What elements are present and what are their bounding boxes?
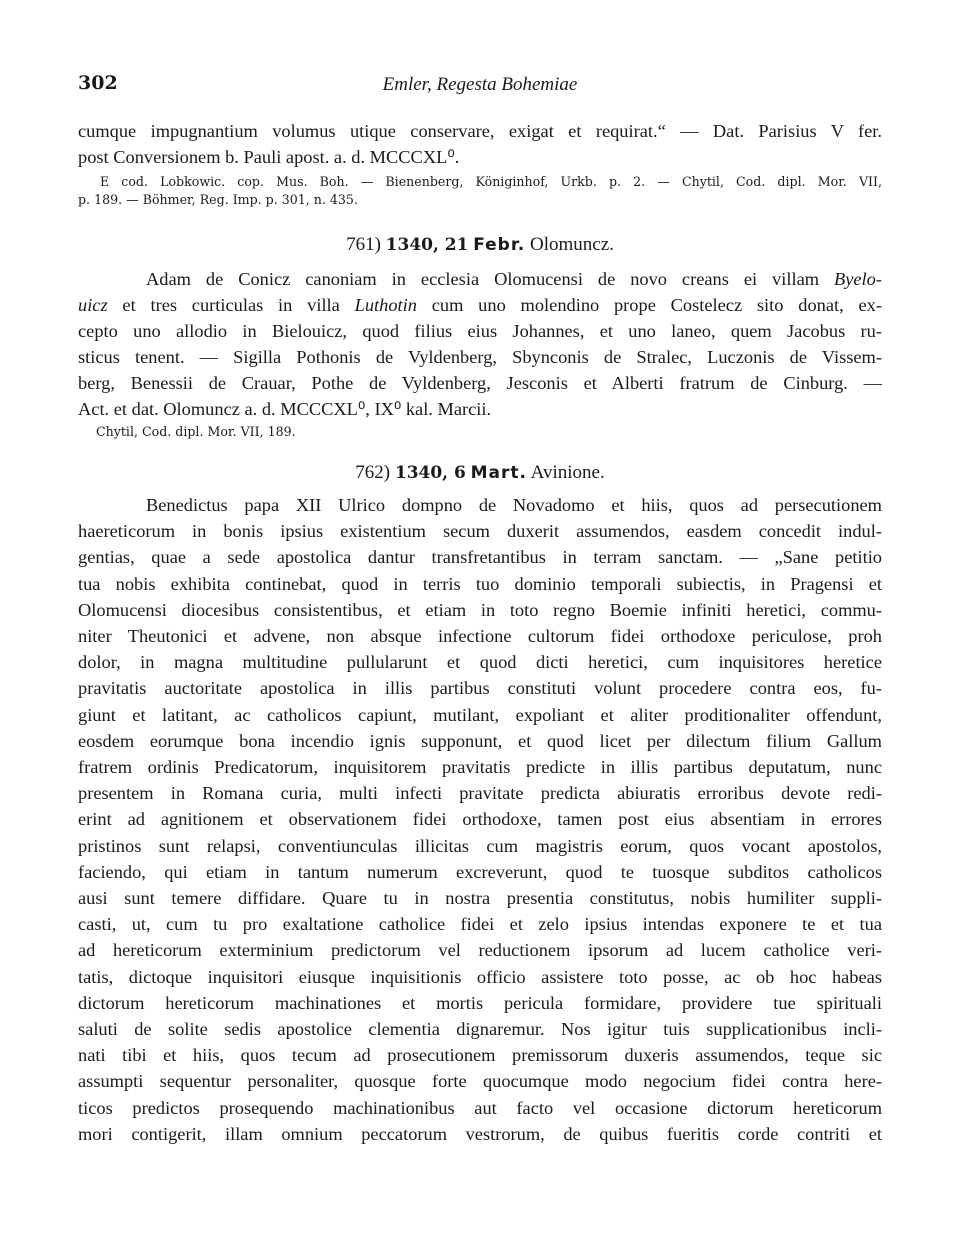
text-line: ticos predictos prosequendo machinationibus aut facto vel occasione dictorum hereticorum — [78, 1097, 882, 1118]
text-line: Act. et dat. Olomuncz a. d. MCCCXL⁰, IX⁰ kal. Marcii. — [78, 399, 492, 419]
text-line: ausi sunt temere diffidare. Quare tu in nostra presentia constitutus, nobis humiliter suppli- — [78, 888, 882, 908]
entry-date: 1340, 6 — [394, 463, 466, 483]
entry-place: Avinione. — [530, 462, 605, 483]
text-line: post Conversionem b. Pauli apost. a. d. MCCCXL⁰. — [78, 147, 460, 167]
text-line: uicz et tres curticulas in villa Luthotin cum uno molendino prope Costelecz sito donat, ex- — [78, 295, 882, 315]
entry-month: Mart. — [470, 463, 527, 483]
text-line: gentias, quae a sede apostolica dantur transfretantibus in terram sanctam. — „Sane petitio — [78, 547, 882, 568]
text-line: faciendo, qui etiam in tantum numerum excreverunt, quod te tuosque subditos catholicos — [78, 861, 882, 882]
source-note: E cod. Lobkowic. cop. Mus. Boh. — Bienenberg, Königinhof, Urkb. p. 2. — Chytil, Cod. dipl. Mor. VII, — [100, 174, 882, 189]
text-line: cepto uno allodio in Bielouicz, quod filius eius Johannes, et uno laneo, quem Jacobus ru- — [78, 321, 882, 341]
text-line: fratrem ordinis Predicatorum, inquisitorem pravitatis predicte in illis partibus deputatum, nunc — [78, 757, 882, 777]
entry-place: Olomuncz. — [530, 234, 614, 255]
text-line: dolor, in magna multitudine pullularunt et quod dicti heretici, cum inquisitores heretice — [78, 652, 882, 673]
text-line: presentem in Romana curia, multi infecti pravitate predicta abiuratis erroribus devote redi- — [78, 783, 882, 804]
text-line: eosdem eorumque bona incendio ignis supponunt, et quod licet per dilectum filium Gallum — [78, 730, 882, 751]
entry-date: 1340, 21 — [385, 235, 469, 255]
text-line: tatis, dictoque inquisitori eiusque inquisitionis officio assistere toto posse, ac ob hoc habeas — [78, 966, 882, 987]
source-note: Chytil, Cod. dipl. Mor. VII, 189. — [96, 424, 296, 439]
text-line: mori contigerit, illam omnium peccatorum vestrorum, de quibus fueritis corde contriti et — [78, 1123, 882, 1144]
text-line: ad hereticorum exterminium predictorum vel reductionem ipsorum ad lucem catholice veri- — [78, 940, 882, 961]
text-line: Adam de Conicz canoniam in ecclesia Olomucensi de novo creans ei villam Byelo- — [146, 269, 882, 289]
text-line: dictorum hereticorum machinationes et mortis pericula formidare, providere tue spirituali — [78, 992, 882, 1013]
text-line: niter Theutonici et advene, non absque infectione cultorum fidei orthodoxe periculose, proh — [78, 626, 882, 646]
entry-number: 761) — [346, 234, 381, 255]
running-title: Emler, Regesta Bohemiae — [382, 74, 578, 95]
entry-heading-762 — [0, 462, 960, 484]
text-line: haereticorum in bonis ipsius existentium secum duxerit assumendos, easdem concedit indul- — [78, 521, 882, 542]
text-line: giunt et latitant, ac catholicos capiunt, mutilant, expoliant et aliter proditionaliter offendunt, — [78, 704, 882, 725]
text-line: casti, ut, cum tu pro exaltatione catholice fidei et zelo ipsius intendas exponere te et tua — [78, 914, 882, 935]
source-note: p. 189. — Böhmer, Reg. Imp. p. 301, n. 435. — [78, 192, 358, 207]
page-header — [78, 72, 882, 102]
text-line: Olomucensi diocesibus consistentibus, et etiam in toto regno Boemie infiniti heretici, commu- — [78, 599, 882, 620]
entry-heading-761 — [0, 234, 960, 256]
entry-month: Febr. — [473, 235, 526, 255]
text-line: Benedictus papa XII Ulrico dompno de Novadomo et hiis, quos ad persecutionem — [146, 495, 882, 515]
entry-number: 762) — [355, 462, 391, 483]
page-number: 302 — [78, 72, 118, 94]
text-line: assumpti sequentur personaliter, quosque forte quocumque modo negocium fidei contra here- — [78, 1071, 882, 1092]
text-line: saluti de solite sedis apostolice clementia dignaremur. Nos igitur tuis supplicationibus incli- — [78, 1019, 882, 1039]
text-line: pristinos sunt relapsi, conventiunculas illicitas cum magistris eorum, quos vocant apostolos, — [78, 835, 882, 856]
text-line: pravitatis auctoritate apostolica in illis partibus constituti volunt procedere contra eos, fu- — [78, 678, 882, 699]
text-line: erint ad agnitionem et observationem fidei orthodoxe, tamen post eius absentiam in errores — [78, 809, 882, 830]
text-line: nati tibi et hiis, quos tecum ad prosecutionem premissorum duxeris assumendos, teque sic — [78, 1045, 882, 1066]
text-line: cumque impugnantium volumus utique conservare, exigat et requirat.“ — Dat. Parisius V fer. — [78, 121, 882, 141]
text-line: berg, Benessii de Crauar, Pothe de Vyldenberg, Jesconis et Alberti fratrum de Cinburg. — — [78, 373, 882, 393]
text-line: sticus tenent. — Sigilla Pothonis de Vyldenberg, Sbynconis de Stralec, Luczonis de Vissem- — [78, 347, 882, 367]
text-line: tua nobis exhibita continebat, quod in terris tuo dominio temporali subiectis, in Pragensi et — [78, 573, 882, 594]
